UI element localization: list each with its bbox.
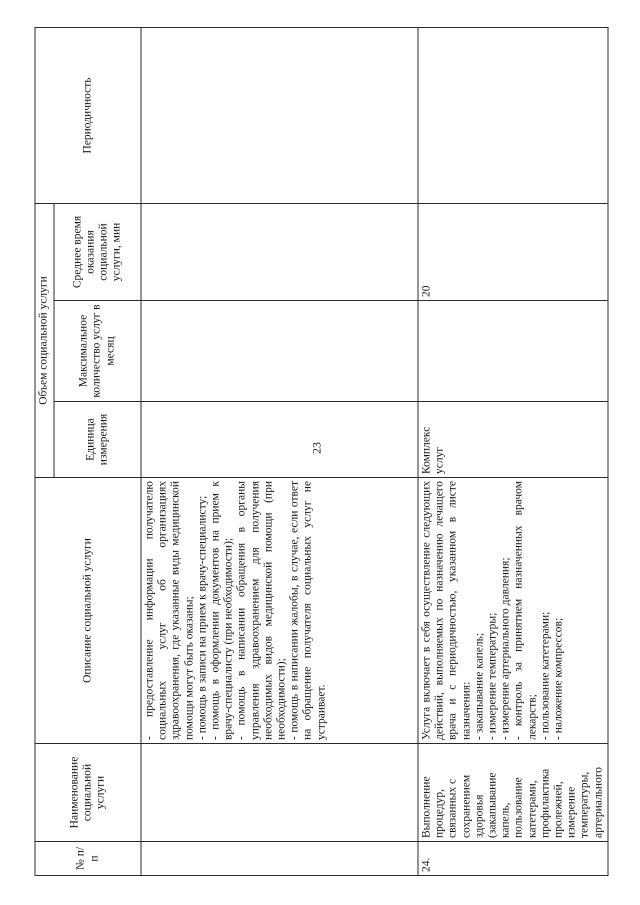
header-row bbox=[35, 27, 54, 875]
cell-unit bbox=[141, 402, 418, 478]
cell-num: 24. bbox=[418, 842, 608, 876]
desc-line: - измерение температуры; bbox=[486, 612, 499, 740]
cell-desc bbox=[141, 478, 418, 744]
table-row bbox=[141, 27, 418, 875]
page-number: 23 bbox=[309, 442, 324, 454]
desc-line: - измерение артериального давления; bbox=[499, 557, 512, 740]
cell-period bbox=[141, 27, 418, 203]
desc-line: - контроль за принятием назначенных врачом лекарств; bbox=[512, 481, 539, 740]
desc-line: - помощь в записи на прием к врачу-специалисту; bbox=[196, 495, 209, 740]
cell-max-qty bbox=[141, 301, 418, 402]
desc-line: Услуга включает в себя осуществление следующих действий, выполняемых по назначению лечащего врача и с периодичностью, указанном в листе назначения: bbox=[420, 481, 473, 740]
cell-name bbox=[141, 744, 418, 842]
cell-name: Выполнение процедур, связанных с сохранением здоровья (закапывание капель, пользование катетерами, профилактика пролежней, измерение температуры, артериального bbox=[418, 744, 608, 842]
header-num: № п/п bbox=[35, 842, 141, 876]
cell-period bbox=[418, 27, 608, 203]
desc-line: - закапывание капель; bbox=[473, 632, 486, 740]
header-unit: Единица измерения bbox=[54, 402, 141, 478]
desc-line: - помощь в написании жалобы, в случае, если ответ на обращение получателя социальных услуг не устраивает. bbox=[288, 481, 328, 740]
social-services-table bbox=[35, 27, 609, 876]
header-max-qty: Максимальное количество услуг в месяц bbox=[54, 301, 141, 402]
table-row bbox=[418, 27, 608, 875]
desc-line: - предоставление информации получателю социальных услуг об организациях здравоохранения, где указанные виды медицинской помощи могут быть оказаны; bbox=[143, 481, 196, 740]
header-avg-time: Среднее время оказания социальной услуги, мин bbox=[54, 203, 141, 300]
cell-num bbox=[141, 842, 418, 876]
cell-max-qty bbox=[418, 301, 608, 402]
header-name: Наименование социальной услуги bbox=[35, 744, 141, 842]
desc-line: - пользование катетерами; bbox=[539, 611, 552, 740]
header-period: Периодичность bbox=[35, 27, 141, 203]
cell-avg-time: 20 bbox=[418, 203, 608, 300]
rotated-table-container bbox=[35, 28, 606, 876]
cell-unit: Комплекс услуг bbox=[418, 402, 608, 478]
desc-line: - помощь в написании обращения в органы управления здравоохранением для получения необходимых видов медицинской помощи (при необходимости); bbox=[235, 481, 288, 740]
desc-line: - помощь в оформлении документов на прием к врачу-специалисту (при необходимости); bbox=[209, 481, 235, 740]
header-volume: Объем социальной услуги bbox=[35, 203, 54, 477]
header-desc: Описание социальной услуги bbox=[35, 478, 141, 744]
desc-line: - наложение компрессов; bbox=[552, 617, 565, 740]
cell-desc bbox=[418, 478, 608, 744]
cell-avg-time bbox=[141, 203, 418, 300]
